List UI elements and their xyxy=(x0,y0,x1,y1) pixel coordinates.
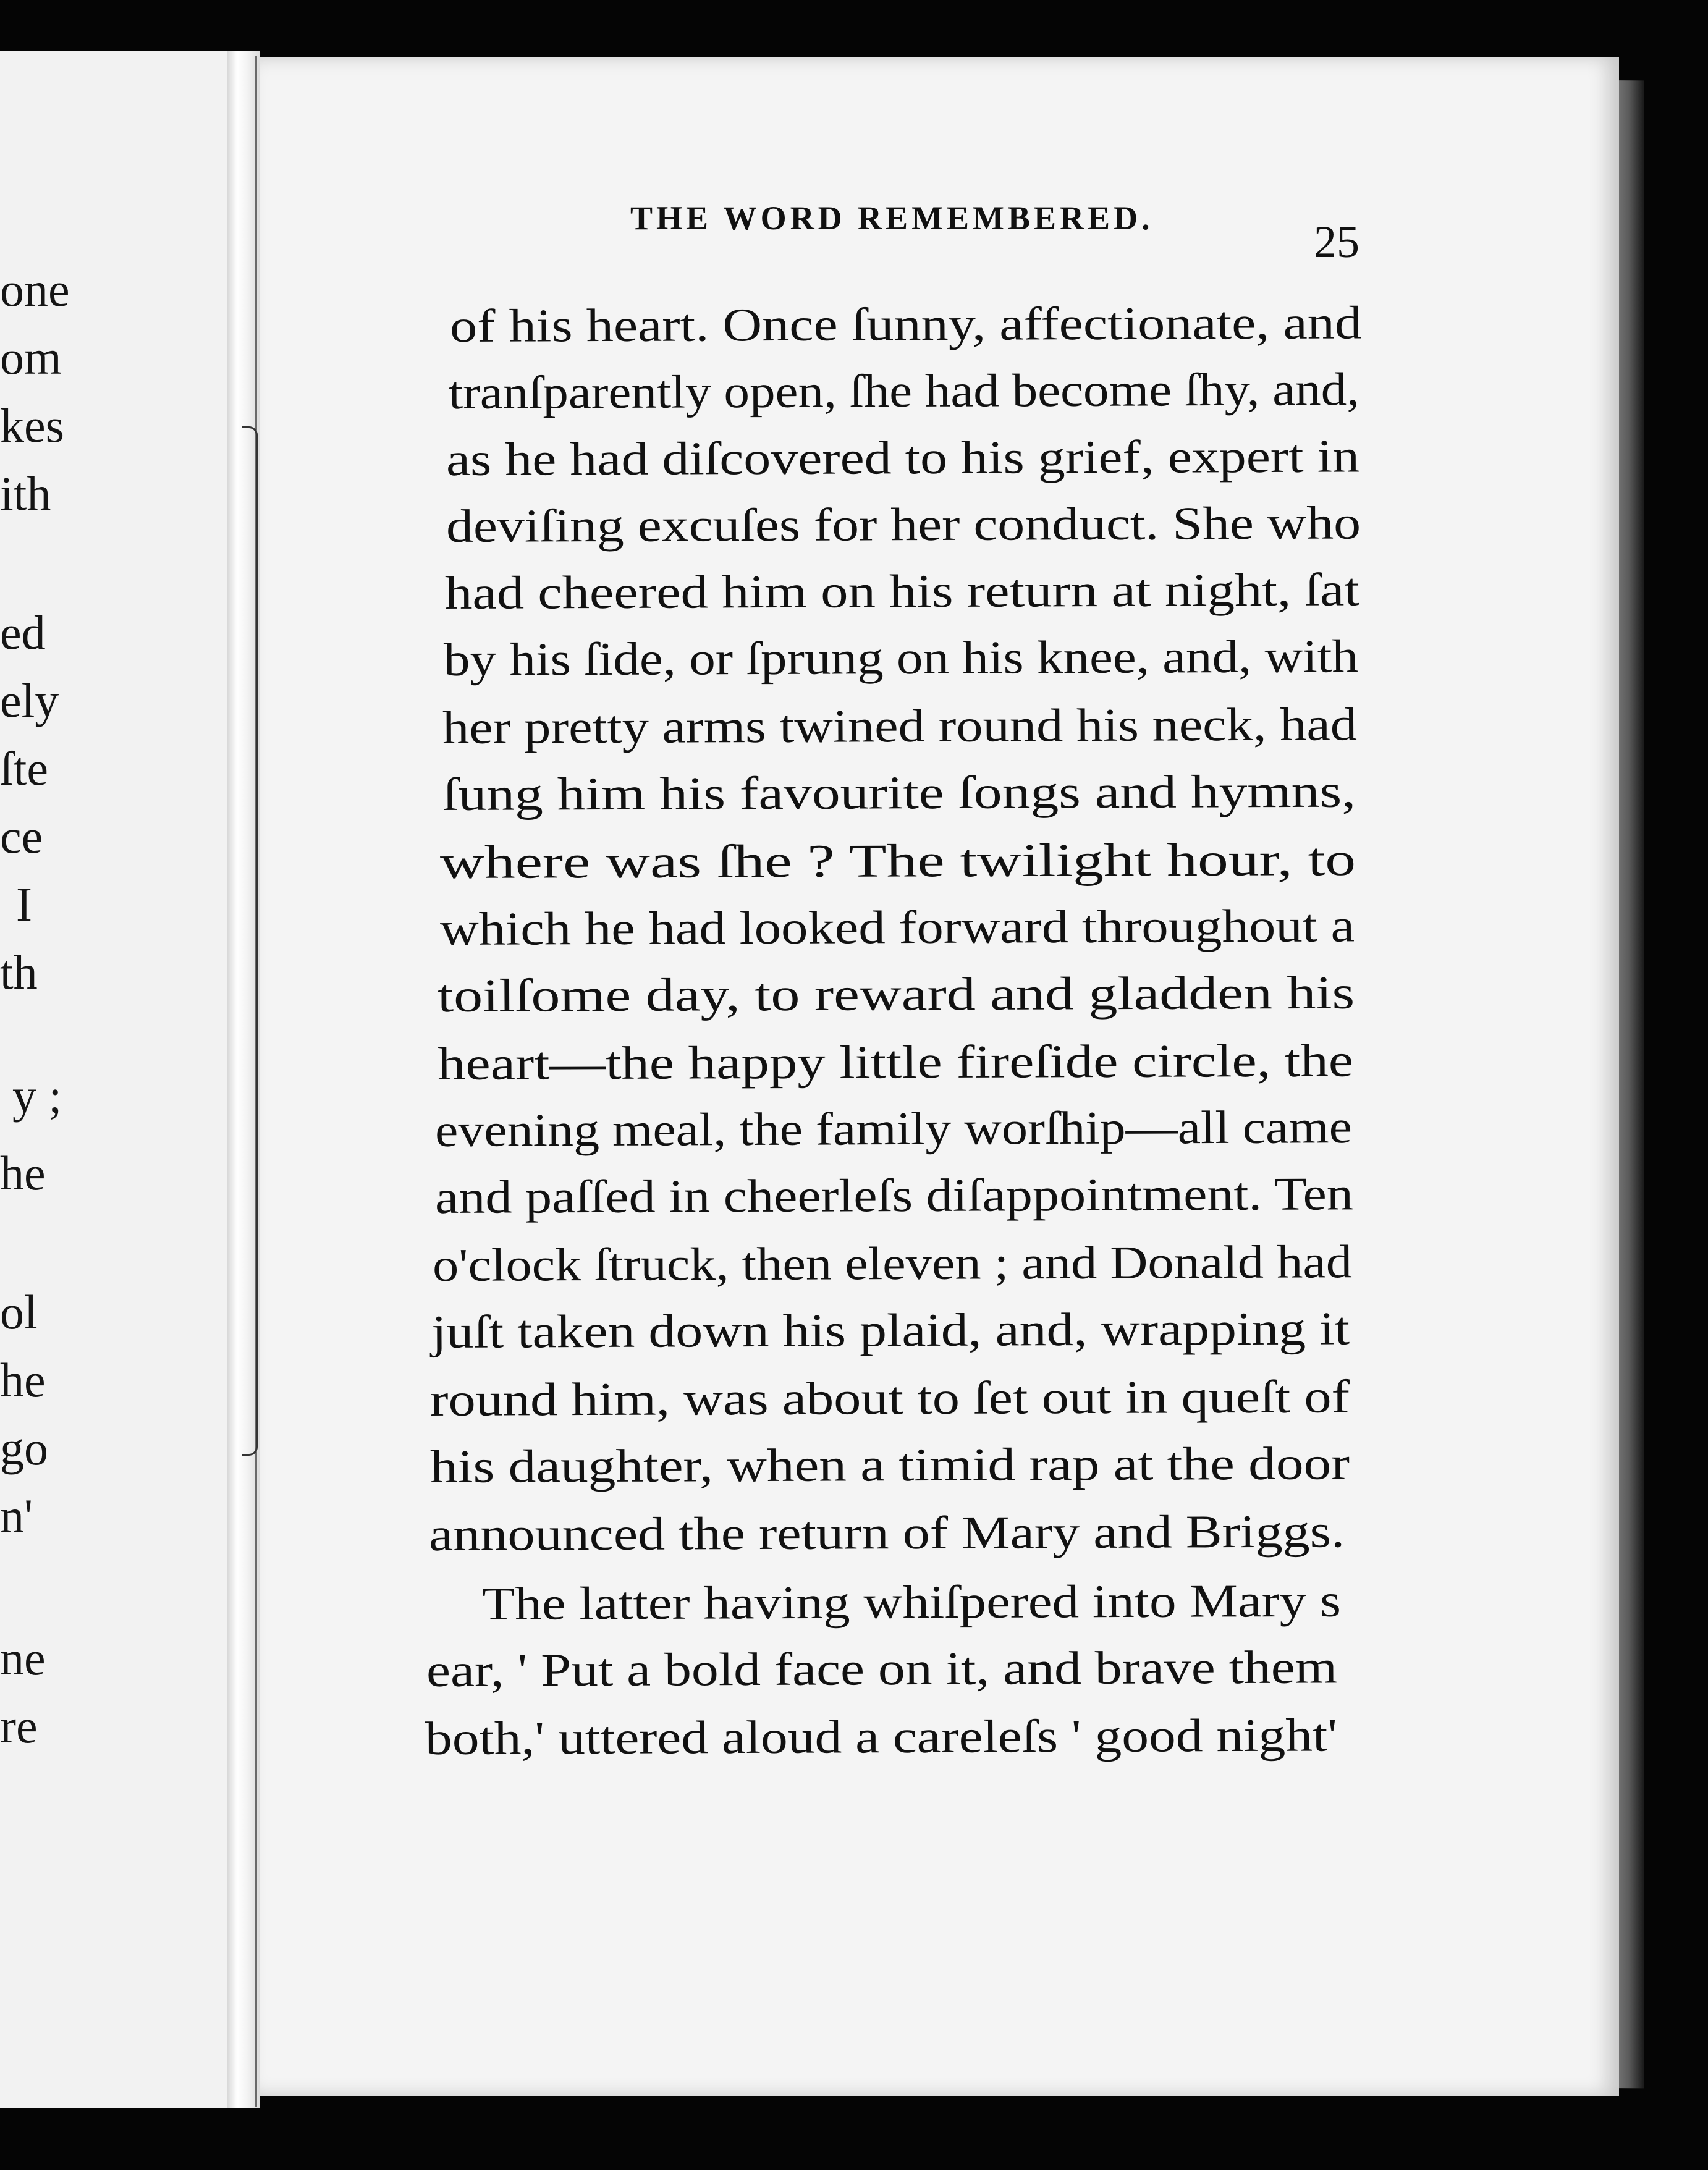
previous-page-fragment: one xyxy=(0,263,70,316)
text-line: toilſome day, to reward and gladden his xyxy=(437,966,1355,1022)
previous-page-fragment: he xyxy=(0,1146,46,1200)
text-line: of his heart. Once ſunny, affectionate, and xyxy=(449,297,1363,352)
previous-page-fragment: go xyxy=(0,1421,48,1475)
binding-stitch xyxy=(242,426,258,1456)
previous-page-fragment: om xyxy=(0,331,62,384)
previous-page-fragment: ely xyxy=(0,673,59,727)
text-line: and paſſed in cheerleſs diſappointment. Ten xyxy=(434,1168,1354,1223)
text-line: ſung him his favourite ſongs and hymns, xyxy=(442,765,1356,821)
previous-page-fragment: ed xyxy=(0,606,46,659)
text-line: both,' uttered aloud a careleſs ' good night' xyxy=(425,1709,1338,1765)
text-line: evening meal, the family worſhip—all came xyxy=(434,1101,1353,1157)
text-line: where was ſhe ? The twilight hour, to xyxy=(439,834,1356,889)
previous-page-fragment: ol xyxy=(0,1285,38,1339)
previous-page-fragment: kes xyxy=(0,399,64,452)
text-line: tranſparently open, ſhe had become ſhy, and, xyxy=(448,363,1360,419)
text-line: announced the return of Mary and Briggs. xyxy=(428,1505,1345,1561)
text-line: ear, ' Put a bold face on it, and brave them xyxy=(426,1641,1338,1697)
previous-page-fragment: ſte xyxy=(0,741,48,795)
text-line: o'clock ſtruck, then eleven ; and Donald had xyxy=(432,1236,1353,1291)
previous-page-fragment: ce xyxy=(0,809,43,863)
previous-page-fragment: I xyxy=(16,877,32,931)
text-line: her pretty arms twined round his neck, had xyxy=(442,698,1358,754)
previous-page-edge xyxy=(0,51,247,2108)
text-line: heart—the happy little fireſide circle, the xyxy=(437,1034,1354,1090)
previous-page-fragment: th xyxy=(0,945,38,999)
text-line: The latter having whiſpered into Mary s xyxy=(481,1574,1342,1630)
text-line: deviſing excuſes for her conduct. She who xyxy=(446,497,1361,552)
previous-page-fragment: he xyxy=(0,1353,46,1407)
text-line: juſt taken down his plaid, and, wrapping it xyxy=(431,1302,1350,1358)
previous-page-fragment: ne xyxy=(0,1631,46,1685)
running-head: THE WORD REMEMBERED. xyxy=(630,200,1154,237)
page-number: 25 xyxy=(1314,217,1359,268)
previous-page-fragment: re xyxy=(0,1699,38,1753)
text-line: round him, was about to ſet out in queſt of xyxy=(429,1370,1350,1426)
text-line: his daughter, when a timid rap at the door xyxy=(429,1437,1350,1493)
text-line: which he had looked forward throughout a xyxy=(439,900,1355,955)
previous-page-fragment: n' xyxy=(0,1489,33,1543)
text-line: as he had diſcovered to his grief, expert in xyxy=(446,430,1360,486)
previous-page-fragment: y ; xyxy=(12,1069,62,1123)
text-line: by his ſide, or ſprung on his knee, and, with xyxy=(443,630,1359,686)
text-line: had cheered him on his return at night, ſat xyxy=(444,564,1360,619)
previous-page-fragment: ith xyxy=(0,467,51,520)
